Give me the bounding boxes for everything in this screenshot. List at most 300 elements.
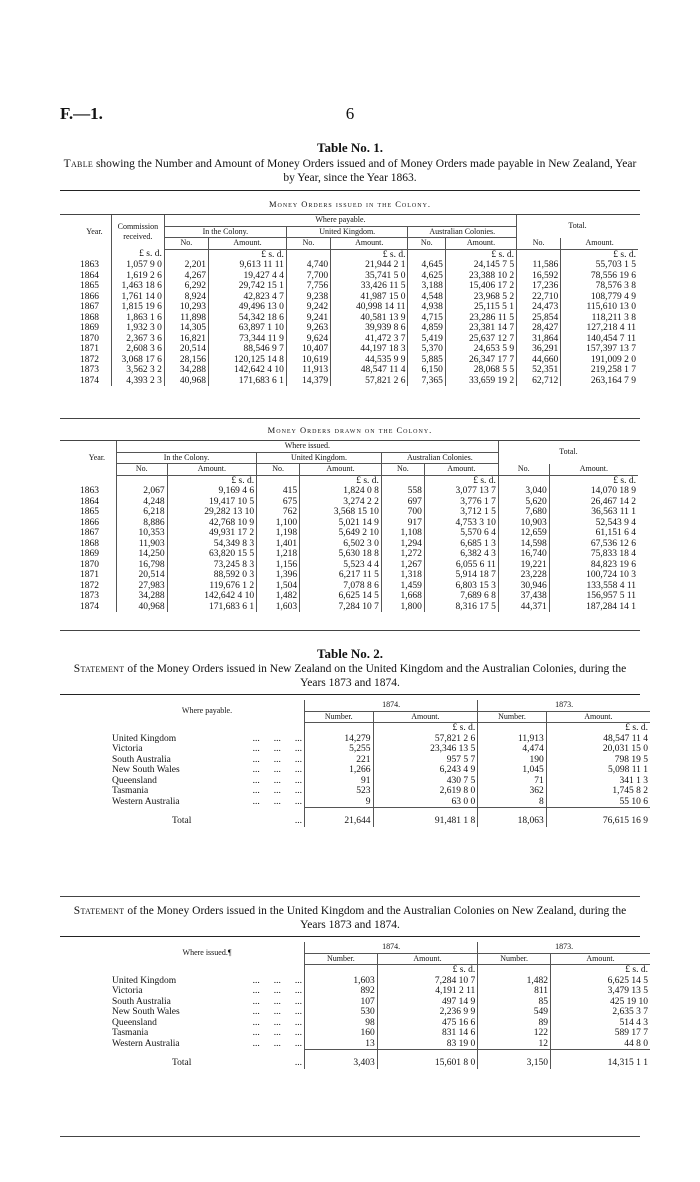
table-row xyxy=(78,302,638,313)
table-cell: 24,145 7 5 xyxy=(445,260,516,271)
table-row xyxy=(78,376,638,387)
table-row xyxy=(110,1007,650,1018)
col-total: Total. xyxy=(559,447,578,456)
table-cell: 6,382 4 3 xyxy=(424,549,498,560)
table-cell: 16,798 xyxy=(116,560,167,571)
table-cell: 6,803 15 3 xyxy=(424,581,498,592)
table-cell: 34,288 xyxy=(116,591,167,602)
table-cell: 12 xyxy=(478,1039,551,1050)
colony-name: Victoria xyxy=(112,744,143,754)
table-cell: 13 xyxy=(305,1039,378,1050)
table-cell: 160 xyxy=(305,1028,378,1039)
table-cell: 63,897 1 10 xyxy=(209,323,287,334)
table-cell: 1,619 2 6 xyxy=(111,271,164,282)
table-cell: 10,407 xyxy=(286,344,330,355)
table-row xyxy=(110,1039,650,1050)
leader-dots xyxy=(239,986,302,997)
leader-dot: ... xyxy=(273,765,281,775)
table-cell: 17,236 xyxy=(517,281,561,292)
leader-dot: ... xyxy=(252,1017,260,1028)
table-cell: 107 xyxy=(305,997,378,1008)
leader-dot: ... xyxy=(252,796,260,807)
leader-dots xyxy=(239,744,302,755)
leader-dots xyxy=(239,997,302,1008)
table-row xyxy=(78,539,638,550)
table-cell xyxy=(381,475,424,486)
table-row xyxy=(78,518,638,529)
col-number: Number. xyxy=(478,953,551,965)
row-label xyxy=(110,1039,305,1050)
col-number: Number. xyxy=(478,711,547,723)
col-year-1874: 1874. xyxy=(305,942,478,953)
row-label xyxy=(110,1028,305,1039)
row-label xyxy=(110,776,305,787)
money-orders-drawn-table xyxy=(78,441,638,612)
leader-dots xyxy=(239,797,302,808)
table-cell: 2,619 8 0 xyxy=(373,786,478,797)
table-cell: 1,815 19 6 xyxy=(111,302,164,313)
table-cell: 14,305 xyxy=(164,323,208,334)
drawn-title: Money Orders drawn on the Colony. xyxy=(267,425,433,435)
table-cell xyxy=(498,475,549,486)
table-cell: 10,353 xyxy=(116,528,167,539)
row-label xyxy=(110,976,305,987)
table-cell: 54,342 18 6 xyxy=(209,313,287,324)
row-year: 1866 xyxy=(78,292,111,303)
table-cell: 187,284 14 1 xyxy=(586,601,636,612)
colony-name: Tasmania xyxy=(112,786,149,796)
col-colony: In the Colony. xyxy=(116,452,256,464)
table-cell: 5,885 xyxy=(408,355,445,366)
col-where-payable: Where payable. xyxy=(164,215,516,226)
caption-lead: Table xyxy=(63,158,94,170)
leader-dot: ... xyxy=(252,775,260,786)
table-cell: 2,067 xyxy=(116,486,167,497)
row-year: 1864 xyxy=(78,497,116,508)
row-year: 1863 xyxy=(78,260,111,271)
table-cell: 1,294 xyxy=(381,539,424,550)
table-cell: 122 xyxy=(478,1028,551,1039)
table-cell: 523 xyxy=(305,786,374,797)
row-label xyxy=(110,1018,305,1029)
units-row xyxy=(110,965,650,976)
table-cell: 1,218 xyxy=(257,549,300,560)
table-cell: 549 xyxy=(478,1007,551,1018)
table-row xyxy=(110,786,650,797)
table-cell: 26,347 17 7 xyxy=(445,355,516,366)
row-label xyxy=(110,986,305,997)
table-row xyxy=(78,260,638,271)
table-cell: 28,156 xyxy=(164,355,208,366)
table-cell: 11,903 xyxy=(116,539,167,550)
leader-dots xyxy=(239,1007,302,1018)
total-text: Total xyxy=(172,815,192,826)
table-cell: 31,864 xyxy=(517,334,561,345)
table-cell: 73,344 11 9 xyxy=(209,334,287,345)
rule xyxy=(60,694,640,695)
total-row xyxy=(110,1050,650,1069)
table-cell: 12,659 xyxy=(498,528,549,539)
table-cell: 100,724 10 3 xyxy=(586,570,636,580)
table-row xyxy=(110,755,650,766)
table-cell: 14,598 xyxy=(498,539,549,550)
table-cell: 24,473 xyxy=(517,302,561,313)
leader-dot: ... xyxy=(252,765,260,775)
table-row xyxy=(110,797,650,808)
table-cell: 762 xyxy=(257,507,300,518)
table-row xyxy=(110,1018,650,1029)
row-label xyxy=(110,1007,305,1018)
total-row xyxy=(110,808,650,827)
table-cell: 697 xyxy=(381,497,424,508)
leader-dot: ... xyxy=(252,1038,260,1049)
table-cell xyxy=(78,475,116,486)
table-cell: 4,267 xyxy=(164,271,208,282)
leader-dot: ... xyxy=(273,975,281,986)
table-cell: 1,863 1 6 xyxy=(111,313,164,324)
table-cell: 48,547 11 4 xyxy=(331,365,408,376)
table-cell: 33,659 19 2 xyxy=(445,376,516,387)
leader-dot: ... xyxy=(252,975,260,986)
currency-units: £ s. d. xyxy=(424,475,498,486)
table-row xyxy=(78,486,638,497)
table-cell: 41,472 3 7 xyxy=(331,334,408,345)
table-cell: 171,683 6 1 xyxy=(167,602,257,613)
total-cell: 91,481 1 8 xyxy=(373,808,478,827)
leader-dot: ... xyxy=(273,796,281,807)
row-year: 1874 xyxy=(78,602,116,613)
table-cell: 3,188 xyxy=(408,281,445,292)
total-label xyxy=(110,1050,305,1069)
table-cell: 120,125 14 8 xyxy=(209,355,287,366)
table-cell: 83 19 0 xyxy=(377,1039,478,1050)
row-year: 1871 xyxy=(78,570,116,581)
statement2-caption xyxy=(60,904,640,932)
table-cell: 6,243 4 9 xyxy=(373,765,478,776)
table-cell: 4,645 xyxy=(408,260,445,271)
table-cell: 37,438 xyxy=(498,591,549,602)
table-cell: 7,284 10 7 xyxy=(300,602,382,613)
table-cell: 55,703 1 5 xyxy=(595,260,636,270)
table-cell: 5,255 xyxy=(305,744,374,755)
table-cell: 514 4 3 xyxy=(619,1017,648,1028)
row-year: 1866 xyxy=(78,518,116,529)
leader-dot: ... xyxy=(294,996,302,1007)
table-cell: 8,886 xyxy=(116,518,167,529)
table-cell: 140,454 7 11 xyxy=(586,333,636,344)
table-cell: 4,474 xyxy=(478,744,547,755)
table-cell: 85 xyxy=(478,997,551,1008)
col-no: No. xyxy=(408,238,445,250)
currency-units: £ s. d. xyxy=(300,475,382,486)
table-cell: 16,740 xyxy=(498,549,549,560)
leader-dots xyxy=(239,976,302,987)
currency-units: £ s. d. xyxy=(331,249,408,260)
caption-text: of the Money Orders issued in New Zealand on the United Kingdom and the Australian Colonies, during the Years 1873 and 1874. xyxy=(127,663,627,689)
row-label xyxy=(110,755,305,766)
table-row xyxy=(78,323,638,334)
table-row xyxy=(110,1028,650,1039)
row-year: 1869 xyxy=(78,323,111,334)
leader-dot: ... xyxy=(273,775,281,786)
table-cell: 75,833 18 4 xyxy=(590,549,636,559)
table-cell xyxy=(517,249,561,260)
table-cell: 221 xyxy=(305,755,374,766)
col-commission: Commission received. xyxy=(111,215,164,249)
row-year: 1863 xyxy=(78,486,116,497)
table-cell: 91 xyxy=(305,776,374,787)
table-cell: 4,859 xyxy=(408,323,445,334)
leader-dot: ... xyxy=(294,1007,302,1017)
colony-name: South Australia xyxy=(112,996,171,1007)
table-cell: 23,388 10 2 xyxy=(445,271,516,282)
table-cell: 1,267 xyxy=(381,560,424,571)
table-cell: 10,293 xyxy=(164,302,208,313)
col-amount: Amount. xyxy=(445,238,516,250)
table-cell: 7,284 10 7 xyxy=(377,976,478,987)
colony-name: New South Wales xyxy=(112,765,180,775)
table-cell: 6,150 xyxy=(408,365,445,376)
row-year: 1868 xyxy=(78,539,116,550)
table-cell: 40,581 13 9 xyxy=(331,313,408,324)
table-cell: 3,568 15 10 xyxy=(300,507,382,518)
leader-dot: ... xyxy=(273,733,281,744)
table-cell: 44 8 0 xyxy=(624,1038,648,1049)
rule xyxy=(60,936,640,937)
table-cell: 20,514 xyxy=(116,570,167,581)
colony-name: United Kingdom xyxy=(112,975,177,986)
table-cell: 19,427 4 4 xyxy=(209,271,287,282)
table-cell: 2,236 9 9 xyxy=(377,1007,478,1018)
table-cell: 71 xyxy=(478,776,547,787)
row-label xyxy=(110,786,305,797)
table-cell: 23,228 xyxy=(498,570,549,581)
table-cell: 4,753 3 10 xyxy=(424,518,498,529)
table-cell: 9,263 xyxy=(286,323,330,334)
colony-name: Western Australia xyxy=(112,796,180,807)
table-cell: 30,946 xyxy=(498,581,549,592)
table-cell: 4,740 xyxy=(286,260,330,271)
statement1-table xyxy=(110,700,650,827)
table-cell: 5,570 6 4 xyxy=(424,528,498,539)
leader-dot: ... xyxy=(273,996,281,1007)
table-cell xyxy=(110,723,305,734)
table-cell: 4,715 xyxy=(408,313,445,324)
table-row xyxy=(110,976,650,987)
table-cell: 10,619 xyxy=(286,355,330,366)
leader-dot: ... xyxy=(294,1057,302,1068)
table-cell: 5,021 14 9 xyxy=(300,518,382,529)
table-cell: 957 5 7 xyxy=(373,755,478,766)
row-year: 1865 xyxy=(78,281,111,292)
table-cell: 29,282 13 10 xyxy=(167,507,257,518)
page-header xyxy=(60,104,640,124)
table-cell: 57,821 2 6 xyxy=(373,734,478,745)
col-amount: Amount. xyxy=(167,464,257,476)
table-cell: 5,370 xyxy=(408,344,445,355)
leader-dots xyxy=(239,1018,302,1029)
table-cell: 62,712 xyxy=(517,376,561,387)
row-year: 1873 xyxy=(78,591,116,602)
col-number: Number. xyxy=(305,953,378,965)
table-cell: 1,266 xyxy=(305,765,374,776)
table-cell: 1,603 xyxy=(305,976,378,987)
table-cell: 219,258 1 7 xyxy=(590,365,636,375)
table-cell: 9,613 11 11 xyxy=(209,260,287,271)
leader-dot: ... xyxy=(273,986,281,996)
table-cell: 14,379 xyxy=(286,376,330,387)
table-cell: 20,514 xyxy=(164,344,208,355)
caption-text: of the Money Orders issued in the United Kingdom and the Australian Colonies on New Zealand, during the Years 1873 and 1874. xyxy=(127,905,627,931)
table-cell: 157,397 13 7 xyxy=(586,344,636,354)
table-row xyxy=(78,365,638,376)
table-cell: 15,406 17 2 xyxy=(445,281,516,292)
table-cell: 341 1 3 xyxy=(619,775,648,786)
table-cell: 98 xyxy=(305,1018,378,1029)
table-cell: 415 xyxy=(257,486,300,497)
table-cell: 14,279 xyxy=(305,734,374,745)
statement1-caption xyxy=(60,662,640,690)
row-year: 1869 xyxy=(78,549,116,560)
table-cell: 558 xyxy=(381,486,424,497)
leader-dot: ... xyxy=(294,975,302,986)
total-text: Total xyxy=(172,1057,192,1068)
table-cell: 19,221 xyxy=(498,560,549,571)
table-cell: 3,776 1 7 xyxy=(424,497,498,508)
table-cell: 3,077 13 7 xyxy=(424,486,498,497)
colony-name: Queensland xyxy=(112,1017,157,1028)
colony-name: United Kingdom xyxy=(112,733,177,744)
page-number: 6 xyxy=(345,104,355,123)
table-cell: 7,365 xyxy=(408,376,445,387)
table-row xyxy=(110,997,650,1008)
table-row xyxy=(78,507,638,518)
table-cell: 1,482 xyxy=(257,591,300,602)
currency-units: £ s. d. xyxy=(167,475,257,486)
table-cell: 6,625 14 5 xyxy=(607,975,648,986)
row-year: 1870 xyxy=(78,560,116,571)
table-cell: 191,009 2 0 xyxy=(590,354,636,365)
col-amount: Amount. xyxy=(561,238,638,250)
table-cell: 22,710 xyxy=(517,292,561,303)
document-reference: F.—1. xyxy=(60,104,103,123)
row-label xyxy=(110,997,305,1008)
currency-units: £ s. d. xyxy=(613,249,636,260)
leader-dot: ... xyxy=(294,775,302,786)
leader-dot: ... xyxy=(252,733,260,744)
leader-dot: ... xyxy=(294,786,302,796)
row-year: 1870 xyxy=(78,334,111,345)
rule xyxy=(60,1136,640,1137)
leader-dot: ... xyxy=(294,733,302,744)
table-cell: 61,151 6 4 xyxy=(595,528,636,538)
table1-caption xyxy=(60,157,640,185)
table-cell xyxy=(286,249,330,260)
table-cell: 5,649 2 10 xyxy=(300,528,382,539)
table-cell: 798 19 5 xyxy=(614,754,648,765)
table-cell: 40,968 xyxy=(164,376,208,387)
caption-lead: Statement xyxy=(73,905,125,917)
table-cell: 5,419 xyxy=(408,334,445,345)
table-cell: 57,821 2 6 xyxy=(331,376,408,387)
table-cell: 497 14 9 xyxy=(377,997,478,1008)
total-cell: 18,063 xyxy=(478,808,547,827)
col-amount: Amount. xyxy=(373,711,478,723)
currency-units: £ s. d. xyxy=(625,723,648,733)
rule xyxy=(60,418,640,419)
table-cell: 42,768 10 9 xyxy=(167,518,257,529)
table-cell: 78,556 19 6 xyxy=(590,270,636,281)
table-cell: 1,401 xyxy=(257,539,300,550)
leader-dot: ... xyxy=(273,1007,281,1017)
table-cell: 3,562 3 2 xyxy=(111,365,164,376)
row-label xyxy=(110,765,305,776)
table-cell: 6,292 xyxy=(164,281,208,292)
table-cell: 4,191 2 11 xyxy=(377,986,478,997)
row-year: 1867 xyxy=(78,528,116,539)
table-cell: 21,944 2 1 xyxy=(331,260,408,271)
colony-name: Tasmania xyxy=(112,1028,149,1038)
row-label xyxy=(110,797,305,808)
table-cell xyxy=(78,249,111,260)
table-cell: 133,558 4 11 xyxy=(586,580,636,591)
table-row xyxy=(78,549,638,560)
col-amount: Amount. xyxy=(549,464,638,476)
table-cell: 44,197 18 3 xyxy=(331,344,408,355)
col-year-1873: 1873. xyxy=(478,942,650,953)
table-cell: 26,467 14 2 xyxy=(590,496,636,507)
table-cell: 25,854 xyxy=(517,313,561,324)
table-cell: 11,913 xyxy=(286,365,330,376)
table-cell xyxy=(408,249,445,260)
table-cell: 1,045 xyxy=(478,765,547,776)
table-cell: 14,070 18 9 xyxy=(590,486,636,496)
table-cell: 1,396 xyxy=(257,570,300,581)
row-year: 1872 xyxy=(78,355,111,366)
leader-dot: ... xyxy=(273,1028,281,1038)
leader-dot: ... xyxy=(252,986,260,996)
table-cell: 89 xyxy=(478,1018,551,1029)
table-cell: 6,685 1 3 xyxy=(424,539,498,550)
total-cell: 3,403 xyxy=(305,1050,378,1069)
table-row xyxy=(78,334,638,345)
table-cell: 11,913 xyxy=(478,734,547,745)
table-cell: 917 xyxy=(381,518,424,529)
table-cell: 9,169 4 6 xyxy=(167,486,257,497)
table-cell: 1,057 9 0 xyxy=(111,260,164,271)
currency-units: £ s. d. xyxy=(209,249,287,260)
col-amount: Amount. xyxy=(377,953,478,965)
leader-dot: ... xyxy=(294,765,302,775)
leader-dot: ... xyxy=(294,744,302,754)
table-cell: 88,592 0 3 xyxy=(167,570,257,581)
table-cell: 430 7 5 xyxy=(373,776,478,787)
table-cell: 9 xyxy=(305,797,374,808)
table-row xyxy=(78,602,638,613)
table-cell: 23,346 13 5 xyxy=(373,744,478,755)
table-cell: 7,680 xyxy=(498,507,549,518)
table-cell: 811 xyxy=(478,986,551,997)
table-cell: 4,938 xyxy=(408,302,445,313)
table-cell: 67,536 12 6 xyxy=(590,538,636,549)
col-no: No. xyxy=(116,464,167,476)
table-cell: 119,676 1 2 xyxy=(167,581,257,592)
table-cell: 33,426 11 5 xyxy=(331,281,408,292)
table-cell: 6,055 6 11 xyxy=(424,560,498,571)
row-label xyxy=(110,744,305,755)
table-cell: 48,547 11 4 xyxy=(603,733,648,744)
table-cell: 7,078 8 6 xyxy=(300,581,382,592)
